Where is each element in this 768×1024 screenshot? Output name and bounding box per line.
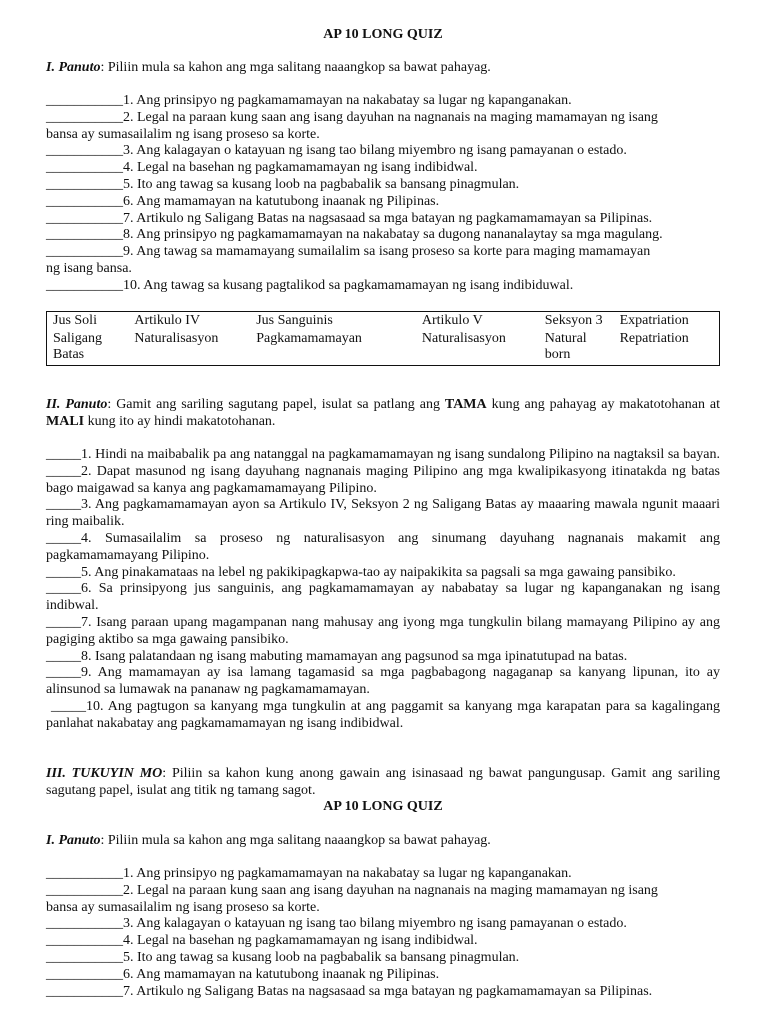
part2-item: _____5. Ang pinakamataas na lebel ng pakikipagkapwa-tao ay naipakikita sa pagsali sa mga gawaing pansibiko. [46, 564, 676, 580]
part2-items [46, 447, 720, 733]
part2-label: II. Panuto [46, 397, 108, 412]
part1-instruction-repeat: I. Panuto: Piliin mula sa kahon ang mga salitang naaangkop sa bawat pahayag. [46, 833, 491, 848]
word-box-cell: Repatriation [619, 331, 689, 346]
part1-item: ___________5. Ito ang tawag sa kusang loob na pagbabalik sa bansang pinagmulan. [46, 176, 520, 192]
part1-item: ___________8. Ang prinsipyo ng pagkamamamayan na nakabatay sa dugong nananalaytay sa mga magulang. [46, 227, 663, 243]
part1-instruction [46, 60, 720, 77]
word-box-cell: Natural born [544, 331, 587, 362]
word-box [46, 311, 720, 366]
part2-item: _____3. Ang pagkamamamayan ayon sa Artikulo IV, Seksyon 2 ng Saligang Batas ay maaaring mawala ngunit maaari ring maibalik. [46, 497, 720, 530]
part1-item-cont: ng isang bansa. [46, 260, 132, 276]
part1-item: ___________10. Ang tawag sa kusang pagtalikod sa pagkamamamayan ng isang indibiduwal. [46, 277, 574, 293]
part2-item: _____7. Isang paraan upang magampanan nang mahusay ang iyong mga tungkulin bilang mamayang Pilipino ay ang pagiging aktibo sa mga gawaing pansibiko. [46, 614, 720, 647]
part1-items-repeat [46, 866, 720, 1000]
quiz-title-repeat: AP 10 LONG QUIZ [323, 799, 443, 814]
part1-item: ___________2. Legal na paraan kung saan ang isang dayuhan na nagnanais na maging mamamayan ng isang [46, 882, 658, 898]
part1-item: ___________5. Ito ang tawag sa kusang loob na pagbabalik sa bansang pinagmulan. [46, 949, 520, 965]
part2-item: _____8. Isang palatandaan ng isang mabuting mamamayan ang pagsunod sa mga ipinatutupad na batas. [46, 648, 628, 664]
word-box-cell: Expatriation [619, 313, 689, 328]
part1-item: ___________7. Artikulo ng Saligang Batas na nagsasaad sa mga batayan ng pagkamamamayan sa Pilipinas. [46, 983, 653, 999]
part1-instruction-text: : Piliin mula sa kahon ang mga salitang naaangkop sa bawat pahayag. [100, 60, 491, 75]
part1-item: ___________9. Ang tawag sa mamamayang sumailalim sa isang proseso sa korte para maging mamamayan [46, 244, 651, 260]
part1-items [46, 93, 720, 295]
word-box-cell: Seksyon 3 [544, 313, 603, 328]
part1-item-cont: bansa ay sumasailalim ng isang proseso sa korte. [46, 126, 320, 142]
part1-item: ___________4. Legal na basehan ng pagkamamamayan ng isang indibidwal. [46, 160, 478, 176]
part2-instruction: II. Panuto: Gamit ang sariling sagutang papel, isulat sa patlang ang TAMA kung ang pahayag ay makatotohanan at MALI kung ito ay hindi makatotohanan. [46, 397, 720, 429]
part2-item: _____9. Ang mamamayan ay isa lamang tagamasid sa mga pagbabagong nagaganap sa kanyang lipunan, ito ay alinsunod sa lumawak na pananaw ng pagkamamamayan. [46, 665, 720, 698]
part2-item: _____10. Ang pagtugon sa kanyang mga tungkulin at ang paggamit sa kanyang mga karapatan para sa kagalingang panlahat nakabatay ang pagkamamamayan ng isang indibidwal. [46, 698, 720, 731]
word-box-cell: Naturalisasyon [134, 331, 219, 346]
part1-label: I. Panuto [46, 60, 101, 75]
part1-item: ___________7. Artikulo ng Saligang Batas na nagsasaad sa mga batayan ng pagkamamamayan sa Pilipinas. [46, 210, 653, 226]
part1-item: ___________1. Ang prinsipyo ng pagkamamamayan na nakabatay sa lugar ng kapanganakan. [46, 93, 572, 108]
word-box-cell: Artikulo V [421, 313, 483, 328]
part2-item: _____4. Sumasailalim sa proseso ng naturalisasyon ang sinumang dayuhang nagnanais makamit ang pagkamamamayang Pilipino. [46, 530, 720, 563]
part2-item: _____1. Hindi na maibabalik pa ang natanggal na pagkamamamayan ng isang sundalong Pilipino na nagtaksil sa bayan. _____2. Dapat masunod ng isang dayuhang nagnanais maging Pilipino ang mga kwalipikasyong itinatakda ng batas bago maigawad sa kanya ang pagkamamamayang Pilipino. [46, 447, 720, 496]
word-box-cell: Naturalisasyon [421, 331, 506, 346]
word-box-cell: Jus Soli [53, 313, 97, 328]
word-box-cell: Saligang Batas [53, 331, 102, 362]
part1-item: ___________2. Legal na paraan kung saan ang isang dayuhan na nagnanais na maging mamamayan ng isang [46, 109, 658, 125]
tama-keyword: TAMA [444, 397, 487, 412]
part1-item: ___________3. Ang kalagayan o katayuan ng isang tao bilang miyembro ng isang pamayanan o estado. [46, 916, 627, 932]
word-box-cell: Pagkamamamayan [256, 331, 362, 346]
part1-item: ___________6. Ang mamamayan na katutubong inaanak ng Pilipinas. [46, 966, 440, 982]
part1-item: ___________4. Legal na basehan ng pagkamamamayan ng isang indibidwal. [46, 933, 478, 949]
part3-label: III. TUKUYIN MO [46, 766, 163, 781]
mali-keyword: MALI [46, 413, 85, 429]
part1-item: ___________3. Ang kalagayan o katayuan ng isang tao bilang miyembro ng isang pamayanan o estado. [46, 143, 627, 159]
part3-instruction: III. TUKUYIN MO: Piliin sa kahon kung anong gawain ang isinasaad ng bawat pangungusap. Gamit ang sariling sagutang papel, isulat ang titik ng tamang sagot. [46, 766, 720, 798]
part2-item: _____6. Sa prinsipyong jus sanguinis, ang pagkamamamayan ay nababatay sa lugar ng kapanganakan ng isang indibwal. [46, 581, 720, 614]
part1-item-cont: bansa ay sumasailalim ng isang proseso sa korte. [46, 899, 320, 915]
part1-item: ___________1. Ang prinsipyo ng pagkamamamayan na nakabatay sa lugar ng kapanganakan. [46, 866, 572, 881]
part1-item: ___________6. Ang mamamayan na katutubong inaanak ng Pilipinas. [46, 193, 440, 209]
word-box-row [47, 329, 720, 366]
quiz-title: AP 10 LONG QUIZ [323, 27, 443, 42]
word-box-row [47, 312, 720, 330]
word-box-cell: Jus Sanguinis [256, 313, 333, 328]
word-box-cell: Artikulo IV [134, 313, 201, 328]
